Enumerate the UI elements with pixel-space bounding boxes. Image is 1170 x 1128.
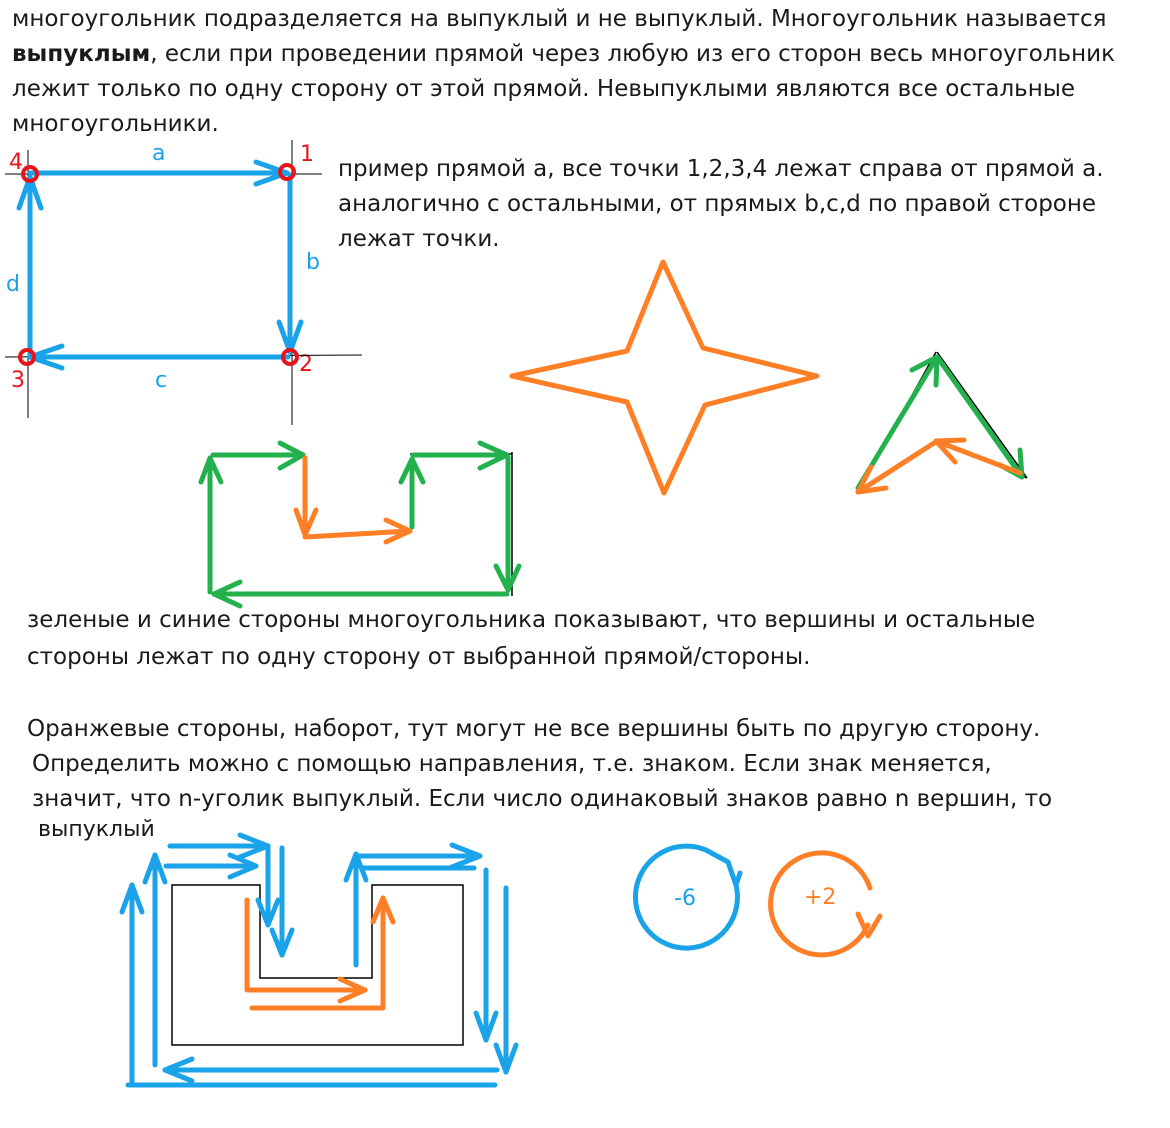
side-label-c: c <box>155 368 168 393</box>
green-note-line-1: зеленые и синие стороны многоугольника показывают, что вершины и остальные <box>27 607 1036 633</box>
intro-bold-term: выпуклым <box>12 41 151 67</box>
orange-note-line-1: Оранжевые стороны, наборот, тут могут не все вершины быть по другую сторону. <box>27 716 1041 742</box>
rotation-label-orange: +2 <box>804 885 837 910</box>
vertex-label-4: 4 <box>9 150 23 175</box>
vertex-label-2: 2 <box>299 352 313 377</box>
intro-line-3: лежит только по одну сторону от этой прямой. Невыпуклыми являются все остальные <box>12 76 1076 102</box>
vertex-label-1: 1 <box>300 142 314 167</box>
rotation-label-blue: -6 <box>674 886 696 911</box>
intro-line-1: многоугольник подразделяется на выпуклый и не выпуклый. Многоугольник называется <box>12 6 1107 32</box>
arrowhead-polygon <box>858 352 1027 493</box>
green-u-polygon <box>201 443 519 606</box>
side-label-a: a <box>152 141 166 166</box>
side-b-arrow <box>279 175 301 352</box>
green-note-line-2: стороны лежат по одну сторону от выбранной прямой/стороны. <box>27 644 811 670</box>
square-extension-lines <box>5 140 362 425</box>
side-label-b: b <box>306 250 320 275</box>
vertex-label-3: 3 <box>11 368 25 393</box>
orange-note-line-3: значит, что n-уголик выпуклый. Если число одинаковый знаков равно n вершин, то <box>32 786 1053 812</box>
intro-line-4: многоугольники. <box>12 111 219 137</box>
example-line-2: аналогично с остальными, от прямых b,c,d по правой стороне <box>338 191 1097 217</box>
intro-line-2-rest: , если при проведении прямой через любую из его сторон весь многоугольник <box>150 41 1115 67</box>
side-label-d: d <box>6 272 20 297</box>
side-c-arrow <box>30 346 288 368</box>
example-line-1: пример прямой а, все точки 1,2,3,4 лежат справа от прямой а. <box>338 156 1104 182</box>
rotation-circle-blue <box>635 846 740 948</box>
side-a-arrow <box>30 162 287 184</box>
orange-note-line-2: Определить можно с помощью направления, т.е. знаком. Если знак меняется, <box>32 751 992 777</box>
orange-note-line-4: выпуклый <box>38 817 155 842</box>
orange-star-shape <box>512 262 817 493</box>
example-line-3: лежат точки. <box>338 226 500 252</box>
square-diagram <box>5 140 362 425</box>
bottom-u-polygon <box>122 835 516 1085</box>
rotation-circle-orange <box>771 853 880 955</box>
side-d-arrow <box>19 177 41 355</box>
